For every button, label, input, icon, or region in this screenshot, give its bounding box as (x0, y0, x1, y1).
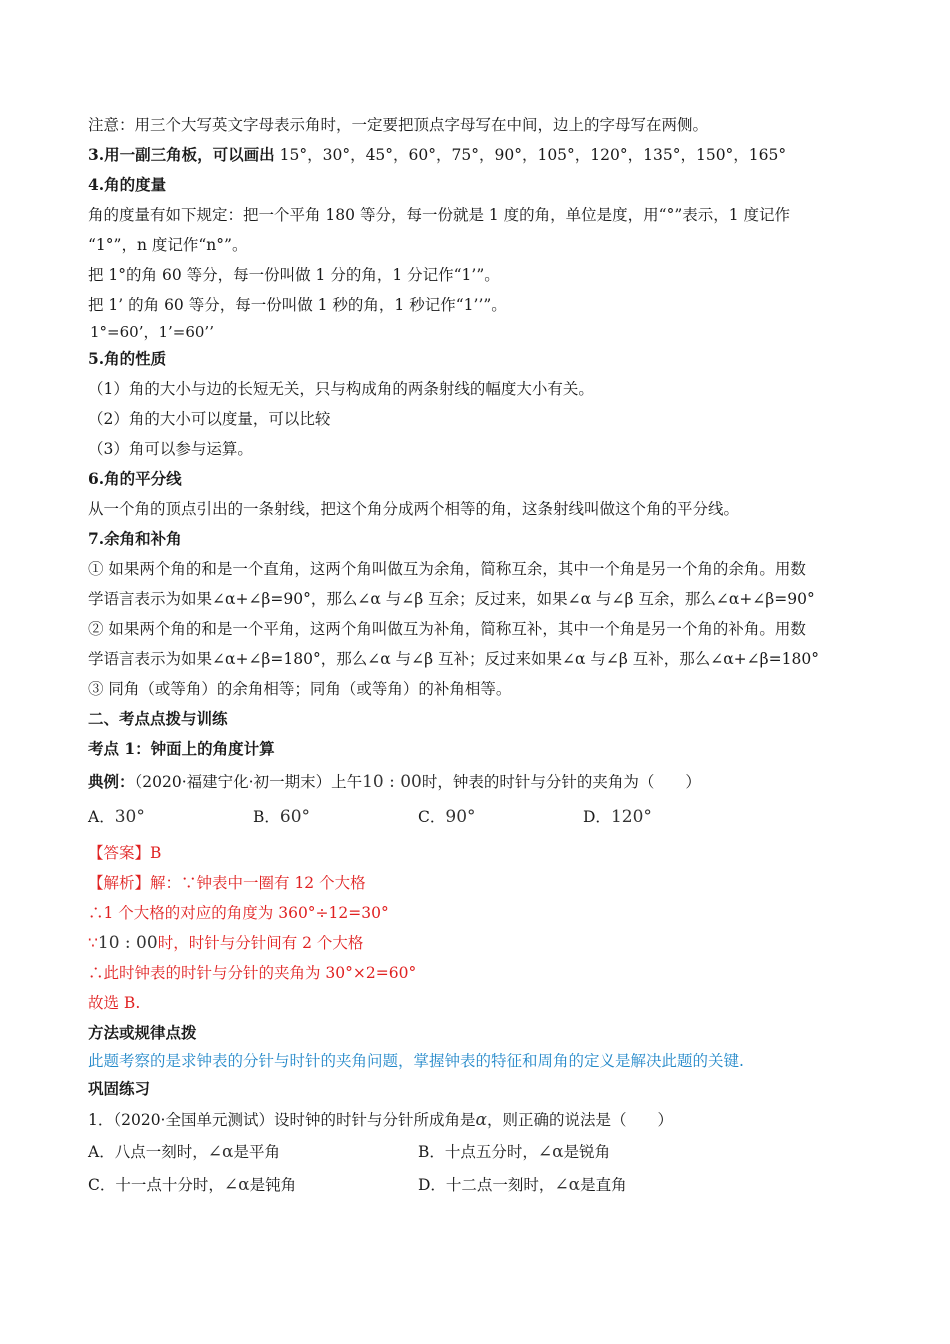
analysis-step-4: 故选 B. (88, 994, 141, 1012)
sec4-p3: 把 1’ 的角 60 等分，每一份叫做 1 秒的角，1 秒记作“1’’”。 (88, 296, 507, 314)
sec6-heading: 6.角的平分线 (88, 469, 182, 488)
sec4-p1b: “1°”，n 度记作“n°”。 (88, 236, 248, 254)
sec7-i2b: 学语言表示为如果∠α+∠β=180°，那么∠α 与∠β 互补；反过来如果∠α 与∠β 互补，那么∠α+∠β=180° (88, 650, 819, 668)
example-choices (88, 800, 878, 834)
example-label: 典例： (88, 772, 135, 791)
method-heading: 方法或规律点拨 (88, 1023, 197, 1042)
practice-options-row-2 (88, 1169, 878, 1202)
analysis-line (88, 868, 878, 898)
sec7-i3: ③ 同角（或等角）的余角相等；同角（或等角）的补角相等。 (88, 680, 512, 698)
analysis-label: 【解析】 (88, 874, 151, 892)
sec6-text: 从一个角的顶点引出的一条射线，把这个角分成两个相等的角，这条射线叫做这个角的平分线。 (88, 500, 740, 518)
sec5-heading: 5.角的性质 (88, 349, 167, 368)
sec7-i1b: 学语言表示为如果∠α+∠β=90°，那么∠α 与∠β 互余；反过来，如果∠α 与∠β 互余，那么∠α+∠β=90° (88, 590, 815, 608)
method-text: 此题考察的是求钟表的分针与时针的夹角问题，掌握钟表的特征和周角的定义是解决此题的关键. (88, 1052, 744, 1070)
sec4-p1a: 角的度量有如下规定：把一个平角 180 等分，每一份就是 1 度的角，单位是度，用“°”表示，1 度记作 (88, 206, 791, 224)
example-time: 10 : 00 (362, 772, 422, 792)
choice-d: D．120° (583, 807, 652, 827)
analysis-step-2: ∵10 : 00时，时针与分针间有 2 个大格 (88, 933, 364, 953)
sec7-i2a: ② 如果两个角的和是一个平角，这两个角叫做互为补角，简称互补，其中一个角是另一个角的补角。用数 (88, 620, 806, 638)
sec4-p4: 1°=60’，1’=60’’ (90, 323, 214, 341)
option-d: D．十二点一刻时，∠α是直角 (418, 1175, 627, 1195)
example-source: （2020·福建宁化·初一期末）上午 (134, 773, 363, 791)
note-text: 注意：用三个大写英文字母表示角时，一定要把顶点字母写在中间，边上的字母写在两侧。 (88, 116, 709, 134)
sec3-line (88, 140, 878, 170)
choice-b: B．60° (253, 807, 311, 827)
analysis-text: 解：∵钟表中一圈有 12 个大格 (150, 874, 366, 892)
alpha-symbol: α (475, 1110, 487, 1130)
answer-line: 【答案】B (88, 844, 162, 862)
example-rest: 时，钟表的时针与分针的夹角为（ ） (421, 773, 701, 791)
practice-options-row-1 (88, 1136, 878, 1169)
practice-heading: 巩固练习 (88, 1079, 151, 1098)
option-c: C．十一点十分时，∠α是钝角 (88, 1175, 297, 1195)
sec3-heading: 3.用一副三角板，可以画出 (88, 145, 275, 164)
sec4-p2: 把 1°的角 60 等分，每一份叫做 1 分的角，1 分记作“1’”。 (88, 266, 500, 284)
choice-c: C．90° (418, 807, 476, 827)
analysis-step-3: ∴此时钟表的时针与分针的夹角为 30°×2=60° (88, 964, 417, 982)
sec5-item-2: （2）角的大小可以度量，可以比较 (88, 410, 331, 428)
sec7-heading: 7.余角和补角 (88, 529, 182, 548)
part2-heading: 二、考点点拨与训练 (88, 709, 228, 728)
sec5-item-3: （3）角可以参与运算。 (88, 440, 253, 458)
sec7-i1a: ① 如果两个角的和是一个直角，这两个角叫做互为余角，简称互余，其中一个角是另一个角的余角。用数 (88, 560, 806, 578)
sec4-heading: 4.角的度量 (88, 175, 167, 194)
option-b: B．十点五分时，∠α是锐角 (418, 1142, 611, 1162)
option-a: A．八点一刻时，∠α是平角 (88, 1142, 280, 1162)
practice-question-1: 1．（2020·全国单元测试）设时钟的时针与分针所成角是α，则正确的说法是（ ） (88, 1110, 673, 1130)
document-page (88, 112, 878, 1202)
sec3-angles: 15°，30°，45°，60°，75°，90°，105°，120°，135°，150°，165° (279, 146, 787, 164)
example-question (88, 764, 878, 800)
analysis-time: 10 : 00 (97, 933, 158, 953)
kd1-heading: 考点 1：钟面上的角度计算 (88, 739, 275, 758)
choice-a: A．30° (88, 807, 145, 827)
analysis-step-1: ∴1 个大格的对应的角度为 360°÷12=30° (88, 904, 389, 922)
sec5-item-1: （1）角的大小与边的长短无关，只与构成角的两条射线的幅度大小有关。 (88, 380, 594, 398)
